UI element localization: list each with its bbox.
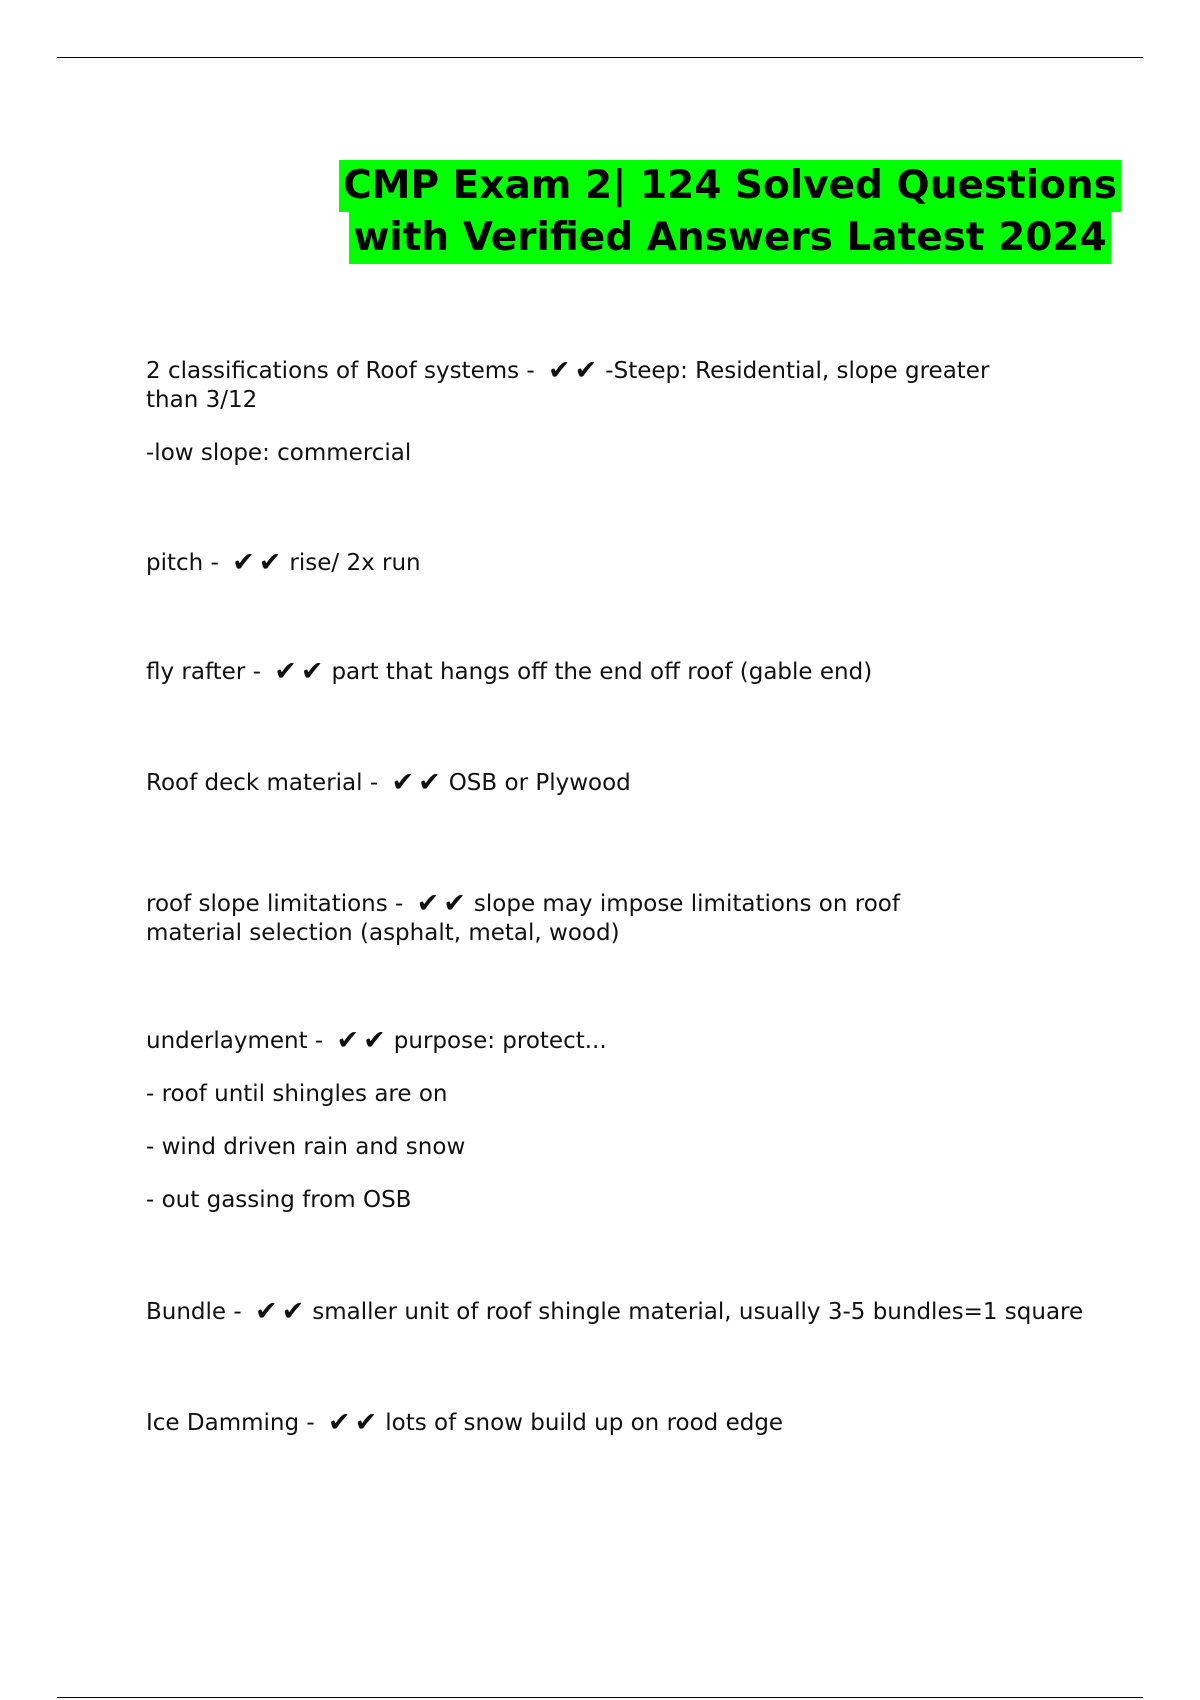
check-mark-icon: ✔✔	[232, 547, 286, 578]
answer-text: part that hangs off the end off roof (gable end)	[331, 659, 873, 685]
qa-line	[146, 1408, 1096, 1438]
qa-entry-roof-classifications	[146, 356, 1096, 468]
title-line-1: CMP Exam 2| 124 Solved Questions	[339, 160, 1121, 212]
qa-line	[146, 548, 1096, 578]
answer-text: rise/ 2x run	[289, 550, 421, 576]
qa-line	[146, 1297, 1096, 1327]
qa-entry-underlayment	[146, 1026, 1096, 1215]
question-text: Ice Damming -	[146, 1410, 315, 1436]
question-text: Roof deck material -	[146, 770, 379, 796]
qa-entry-fly-rafter	[146, 657, 1096, 687]
qa-line	[146, 657, 1096, 687]
check-mark-icon: ✔✔	[274, 656, 328, 687]
check-mark-icon: ✔✔	[328, 1407, 382, 1438]
answer-subpoint: - out gassing from OSB	[146, 1187, 412, 1213]
check-mark-icon: ✔✔	[416, 888, 470, 919]
qa-entry-bundle	[146, 1297, 1096, 1327]
check-mark-icon: ✔✔	[548, 355, 602, 386]
title-line-2: with Verified Answers Latest 2024	[349, 212, 1110, 264]
qa-line	[146, 768, 1096, 798]
check-mark-icon: ✔✔	[255, 1296, 309, 1327]
check-mark-icon: ✔✔	[336, 1025, 390, 1056]
qa-line	[146, 889, 1096, 919]
bottom-rule	[57, 1697, 1143, 1698]
answer-subpoint: - wind driven rain and snow	[146, 1134, 466, 1160]
answer-text: purpose: protect...	[393, 1028, 607, 1054]
answer-continuation: than 3/12	[146, 387, 258, 413]
top-rule	[57, 57, 1143, 58]
question-text: pitch -	[146, 550, 219, 576]
question-text: 2 classifications of Roof systems -	[146, 358, 535, 384]
check-mark-icon: ✔✔	[391, 767, 445, 798]
document-title	[330, 160, 1130, 264]
question-text: fly rafter -	[146, 659, 261, 685]
answer-text: -Steep: Residential, slope greater	[605, 358, 990, 384]
qa-entry-roof-deck-material	[146, 768, 1096, 798]
qa-line	[146, 356, 1096, 386]
answer-subpoint: -low slope: commercial	[146, 440, 412, 466]
answer-text: slope may impose limitations on roof	[473, 891, 900, 917]
qa-line	[146, 1026, 1096, 1056]
question-text: Bundle -	[146, 1299, 242, 1325]
answer-text: lots of snow build up on rood edge	[385, 1410, 784, 1436]
answer-subpoint: - roof until shingles are on	[146, 1081, 448, 1107]
question-text: roof slope limitations -	[146, 891, 404, 917]
qa-entry-roof-slope-limitations	[146, 889, 1096, 948]
answer-continuation: material selection (asphalt, metal, wood)	[146, 920, 620, 946]
qa-entry-pitch	[146, 548, 1096, 578]
answer-text: smaller unit of roof shingle material, usually 3-5 bundles=1 square	[312, 1299, 1084, 1325]
qa-entry-ice-damming	[146, 1408, 1096, 1438]
answer-text: OSB or Plywood	[448, 770, 631, 796]
question-text: underlayment -	[146, 1028, 324, 1054]
